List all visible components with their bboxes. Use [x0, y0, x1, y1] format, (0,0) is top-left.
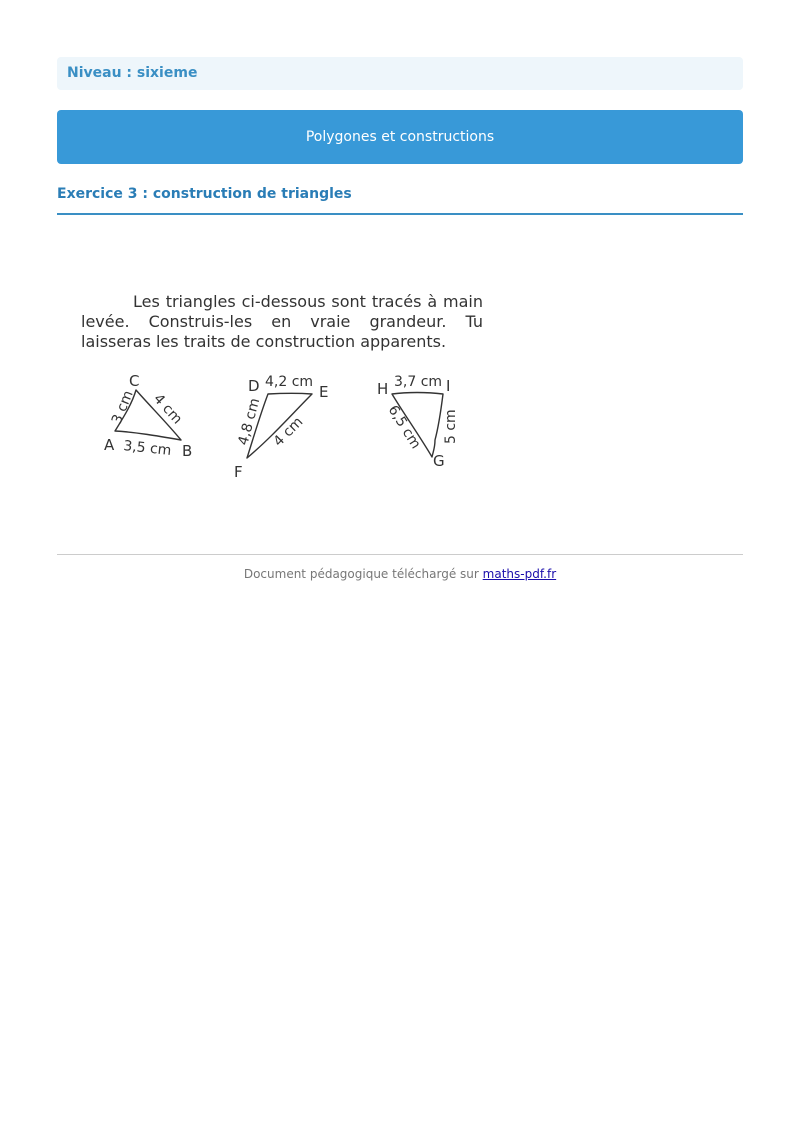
triangle-def	[234, 374, 328, 481]
page-title: Polygones et constructions	[305, 129, 495, 145]
title-banner	[57, 110, 743, 164]
side-df-length: 4,8 cm	[235, 396, 264, 448]
vertex-e: E	[319, 383, 329, 401]
side-hg-length: 6,5 cm	[384, 402, 424, 452]
vertex-f: F	[234, 463, 243, 481]
vertex-d: D	[248, 377, 260, 395]
vertex-a: A	[104, 436, 115, 454]
vertex-h: H	[377, 380, 389, 398]
vertex-c: C	[129, 372, 140, 390]
exercise-title-text: Exercice 3 : construction de triangles	[57, 186, 352, 202]
triangle-hig	[377, 374, 459, 470]
exercise-figure	[57, 280, 497, 490]
level-bar	[57, 57, 743, 90]
level-label: Niveau : sixieme	[67, 65, 198, 81]
footer	[57, 567, 743, 581]
side-ac-length: 3 cm	[108, 388, 137, 427]
exercise-instruction: Les triangles ci-dessous sont tracés à main levée. Construis-les en vraie grandeur. Tu laisseras les traits de construction apparents.	[81, 292, 483, 351]
footer-text: Document pédagogique téléchargé sur	[243, 567, 479, 581]
exercise-title	[57, 186, 743, 215]
side-ig-length: 5 cm	[443, 409, 459, 444]
side-cb-length: 4 cm	[150, 390, 186, 428]
triangles-sketch	[57, 280, 497, 490]
side-ab-length: 3,5 cm	[122, 438, 173, 460]
footer-link[interactable]: maths-pdf.fr	[482, 567, 557, 581]
vertex-i: I	[446, 377, 451, 395]
triangle-abc	[104, 372, 192, 460]
footer-divider	[57, 554, 743, 555]
side-hi-length: 3,7 cm	[394, 374, 443, 390]
side-de-length: 4,2 cm	[265, 374, 314, 390]
vertex-b: B	[182, 442, 193, 460]
side-ef-length: 4 cm	[270, 413, 307, 450]
vertex-g: G	[433, 452, 445, 470]
